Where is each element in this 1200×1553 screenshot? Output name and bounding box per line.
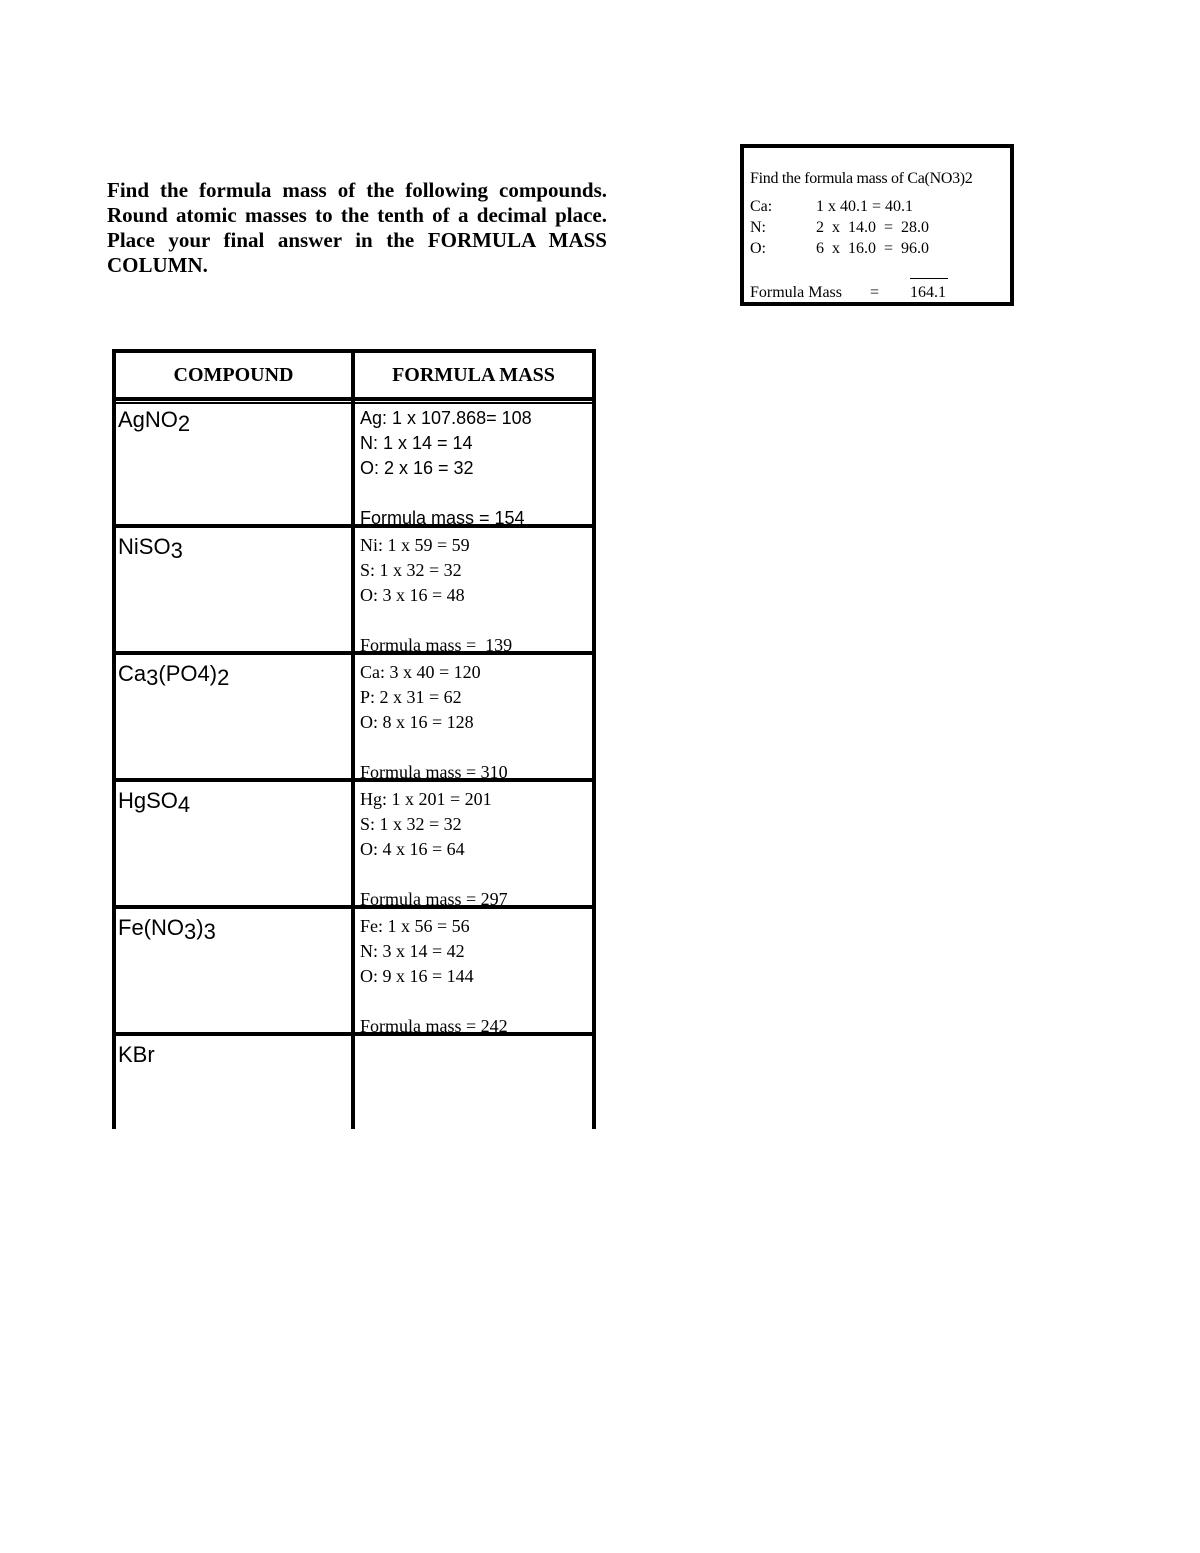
mass-calc-line: N: 3 x 14 = 42 <box>360 941 465 961</box>
mass-calc-line: Formula mass = 310 <box>360 762 508 782</box>
formula-mass-table <box>112 349 596 1129</box>
mass-calc-line: S: 1 x 32 = 32 <box>360 560 462 580</box>
compound-formula: AgNO <box>118 407 178 432</box>
mass-calc-line: O: 3 x 16 = 48 <box>360 585 465 605</box>
mass-calc-line: Formula mass = 242 <box>360 1016 508 1036</box>
table-border-right <box>592 349 596 1129</box>
mass-calc-line: Hg: 1 x 201 = 201 <box>360 789 492 809</box>
instructions-text: Find the formula mass of the following compounds. Round atomic masses to the tenth of a decimal place. Place your final answer in the FORMULA MASS COLUMN. <box>107 178 607 277</box>
compound-cell <box>118 407 190 437</box>
compound-subscript: 3 <box>170 538 183 563</box>
mass-calc-line: N: 1 x 14 = 14 <box>360 433 473 453</box>
example-title: Find the formula mass of Ca(NO3)2 <box>750 170 973 187</box>
mass-calc-line: Ag: 1 x 107.868= 108 <box>360 408 532 428</box>
sum-rule <box>910 278 948 279</box>
example-box <box>740 144 1014 306</box>
mass-calc-line: Formula mass = 154 <box>360 508 525 528</box>
example-element: Ca: <box>750 198 773 215</box>
compound-subscript: 3 <box>203 919 216 944</box>
example-calc: 1 x 40.1 = 40.1 <box>816 198 914 215</box>
compound-formula: NiSO <box>118 534 171 559</box>
mass-calc-line: S: 1 x 32 = 32 <box>360 814 462 834</box>
example-total-equals: = <box>870 284 880 301</box>
example-total-value: 164.1 <box>910 284 946 301</box>
table-column-divider <box>351 349 355 1129</box>
row-divider <box>112 905 596 909</box>
compound-formula: (PO4) <box>158 661 218 686</box>
mass-calc-line: Fe: 1 x 56 = 56 <box>360 916 470 936</box>
row-divider <box>112 778 596 782</box>
header-compound: COMPOUND <box>173 363 294 386</box>
compound-subscript: 2 <box>217 665 230 690</box>
compound-subscript: 3 <box>146 665 159 690</box>
compound-cell <box>118 661 229 691</box>
mass-calc-line: O: 4 x 16 = 64 <box>360 839 465 859</box>
table-border-left <box>112 349 116 1129</box>
compound-cell <box>118 534 183 564</box>
compound-subscript: 2 <box>177 411 191 436</box>
mass-calc-line: Formula mass = 297 <box>360 889 508 909</box>
compound-cell <box>118 788 190 818</box>
compound-subscript: 4 <box>177 792 191 817</box>
compound-cell <box>118 1042 155 1072</box>
mass-calc-line: O: 2 x 16 = 32 <box>360 458 474 478</box>
example-element: O: <box>750 240 766 257</box>
row-divider <box>112 651 596 655</box>
example-calc: 2 x 14.0 = 28.0 <box>816 219 930 236</box>
compound-formula: HgSO <box>118 788 178 813</box>
mass-calc-line: Formula mass = 139 <box>360 635 513 655</box>
mass-calc-line: O: 8 x 16 = 128 <box>360 712 474 732</box>
header-divider-double <box>112 402 596 404</box>
example-total-label: Formula Mass <box>750 284 842 301</box>
compound-formula: Fe(NO <box>118 915 184 940</box>
header-formula-mass: FORMULA MASS <box>392 363 555 386</box>
compound-formula: KBr <box>118 1042 155 1067</box>
row-divider <box>112 1032 596 1036</box>
mass-calc-line: O: 9 x 16 = 144 <box>360 966 474 986</box>
mass-calc-line: P: 2 x 31 = 62 <box>360 687 462 707</box>
compound-formula: Ca <box>118 661 147 686</box>
example-element: N: <box>750 219 766 236</box>
compound-subscript: 3 <box>184 919 197 944</box>
mass-calc-line: Ni: 1 x 59 = 59 <box>360 535 470 555</box>
compound-formula: ) <box>196 915 204 940</box>
mass-calc-line: Ca: 3 x 40 = 120 <box>360 662 481 682</box>
compound-cell <box>118 915 216 945</box>
example-calc: 6 x 16.0 = 96.0 <box>816 240 930 257</box>
